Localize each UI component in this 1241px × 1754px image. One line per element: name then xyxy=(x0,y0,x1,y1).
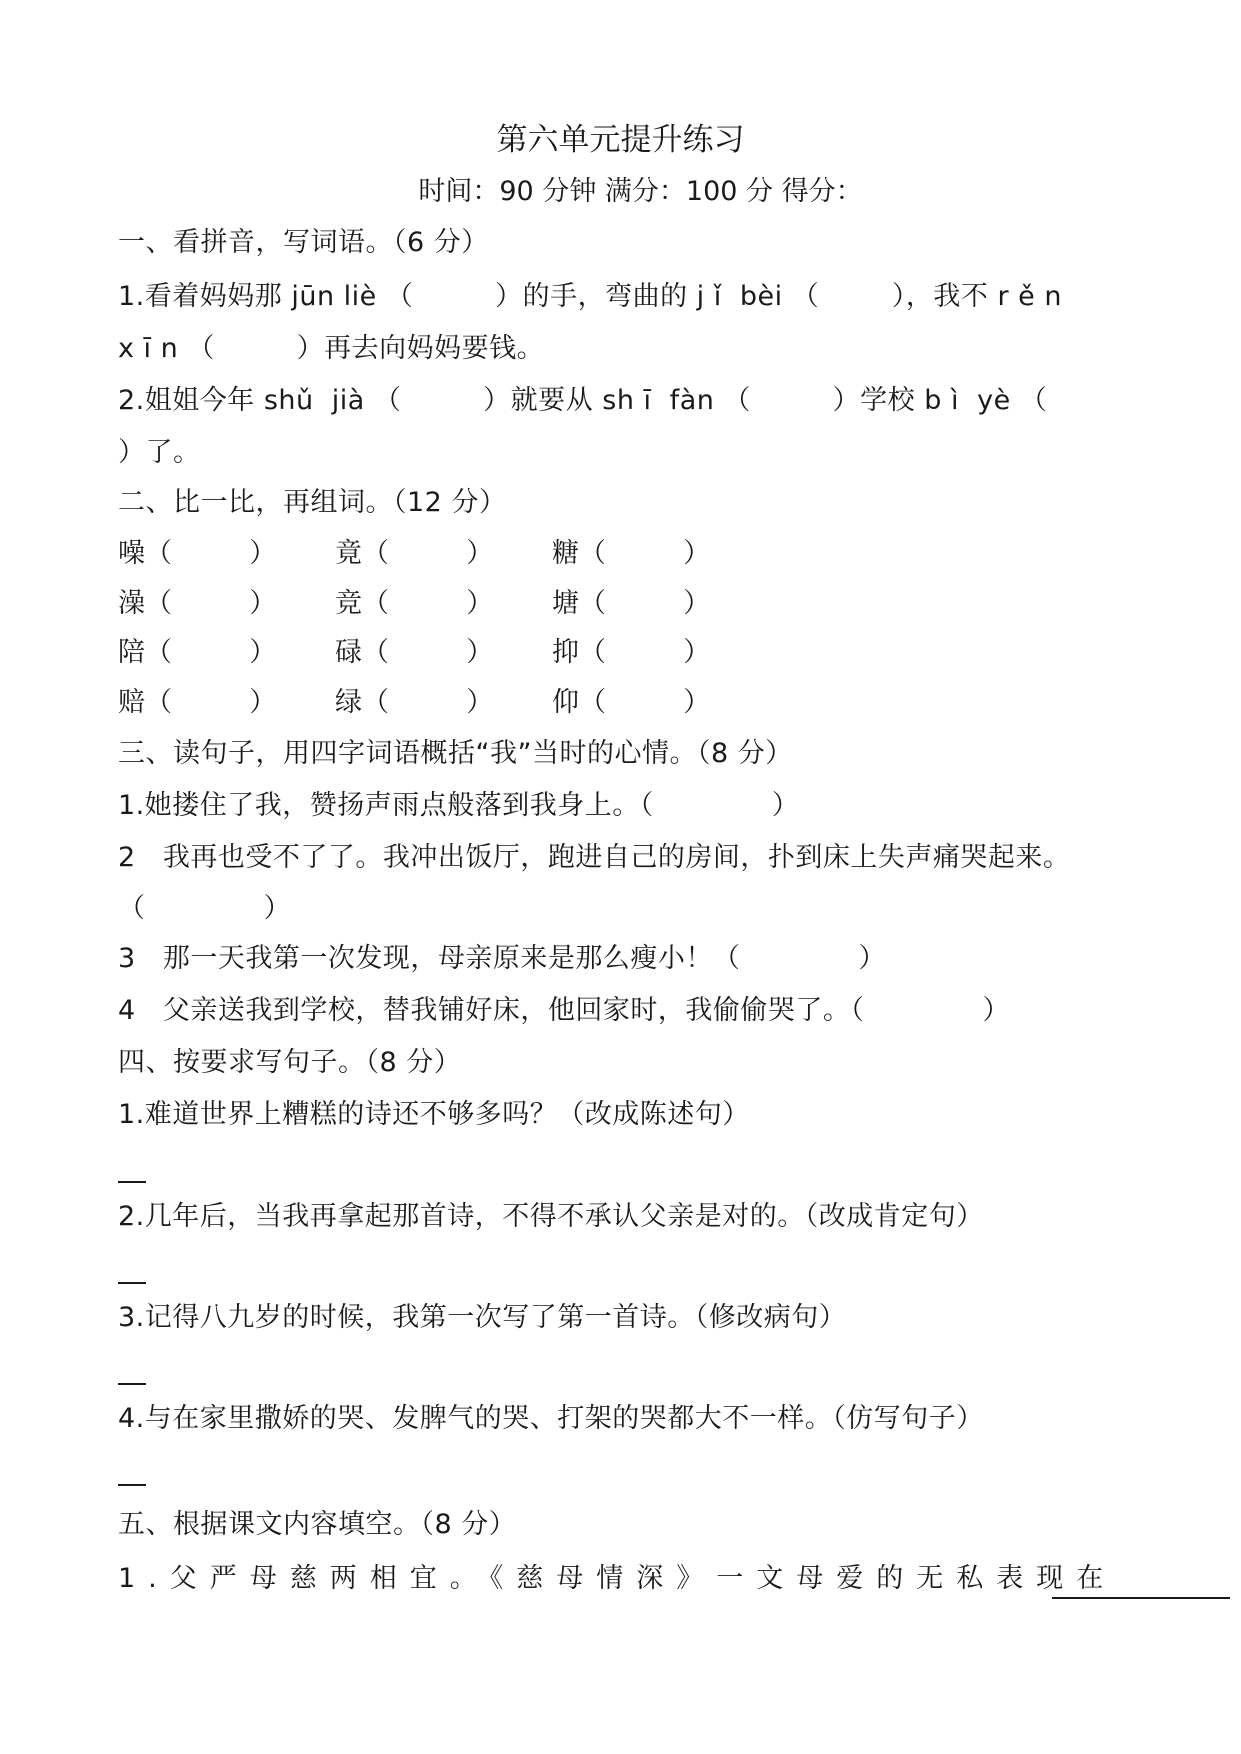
s1-q2-line1: 2.姐姐今年 shǔ jià （ ）就要从 sh ī fàn （ ）学校 b ì yè （ xyxy=(118,385,1048,416)
compare-word: 碌（ ） xyxy=(335,637,494,668)
answer-line[interactable] xyxy=(118,1484,146,1486)
s3-q2-line1: 2 我再也受不了了。我冲出饭厅，跑进自己的房间，扑到床上失声痛哭起来。 xyxy=(118,842,1071,873)
compare-word: 澡（ ） xyxy=(118,588,277,619)
compare-word: 赔（ ） xyxy=(118,687,277,718)
compare-word: 抑（ ） xyxy=(552,637,711,668)
s4-q1: 1.难道世界上糟糕的诗还不够多吗？（改成陈述句） xyxy=(118,1099,750,1130)
exam-info: 时间：90 分钟 满分：100 分 得分： xyxy=(418,176,863,207)
s5-q1: 1.父严母慈两相宜。《慈母情深》一文母爱的无私表现在 xyxy=(118,1563,1117,1594)
s3-q1: 1.她搂住了我，赞扬声雨点般落到我身上。（ ） xyxy=(118,790,800,821)
compare-word: 竟（ ） xyxy=(335,538,494,569)
page-title: 第六单元提升练习 xyxy=(496,122,745,158)
s1-q1-line1: 1.看着妈妈那 jūn liè （ ）的手，弯曲的 j ǐ bèi （ ），我不 r ě n xyxy=(118,281,1062,312)
compare-word: 噪（ ） xyxy=(118,538,277,569)
s4-q4: 4.与在家里撒娇的哭、发脾气的哭、打架的哭都大不一样。（仿写句子） xyxy=(118,1403,984,1434)
s3-q4: 4 父亲送我到学校，替我铺好床，他回家时，我偷偷哭了。（ ） xyxy=(118,995,1010,1026)
compare-word: 仰（ ） xyxy=(552,687,711,718)
section4-heading: 四、按要求写句子。（8 分） xyxy=(118,1047,462,1078)
s1-q1-line2: x ī n （ ）再去向妈妈要钱。 xyxy=(118,333,545,364)
s1-q2-line2: ）了。 xyxy=(118,437,201,468)
answer-line[interactable] xyxy=(118,1181,146,1183)
answer-line[interactable] xyxy=(118,1282,146,1284)
compare-word: 绿（ ） xyxy=(335,687,494,718)
answer-line[interactable] xyxy=(118,1383,146,1385)
compare-word: 陪（ ） xyxy=(118,637,277,668)
compare-word: 塘（ ） xyxy=(552,588,711,619)
fill-blank[interactable] xyxy=(1052,1597,1230,1599)
compare-word: 竞（ ） xyxy=(335,588,494,619)
s4-q2: 2.几年后，当我再拿起那首诗，不得不承认父亲是对的。（改成肯定句） xyxy=(118,1201,984,1232)
section5-heading: 五、根据课文内容填空。（8 分） xyxy=(118,1509,517,1540)
section2-heading: 二、比一比，再组词。（12 分） xyxy=(118,487,507,518)
compare-word: 糖（ ） xyxy=(552,538,711,569)
s4-q3: 3.记得八九岁的时候，我第一次写了第一首诗。（修改病句） xyxy=(118,1302,847,1333)
section1-heading: 一、看拼音，写词语。（6 分） xyxy=(118,227,489,258)
s3-q3: 3 那一天我第一次发现，母亲原来是那么瘦小！（ ） xyxy=(118,943,886,974)
s3-q2-line2: （ ） xyxy=(118,893,292,924)
section3-heading: 三、读句子，用四字词语概括“我”当时的心情。（8 分） xyxy=(118,738,793,769)
